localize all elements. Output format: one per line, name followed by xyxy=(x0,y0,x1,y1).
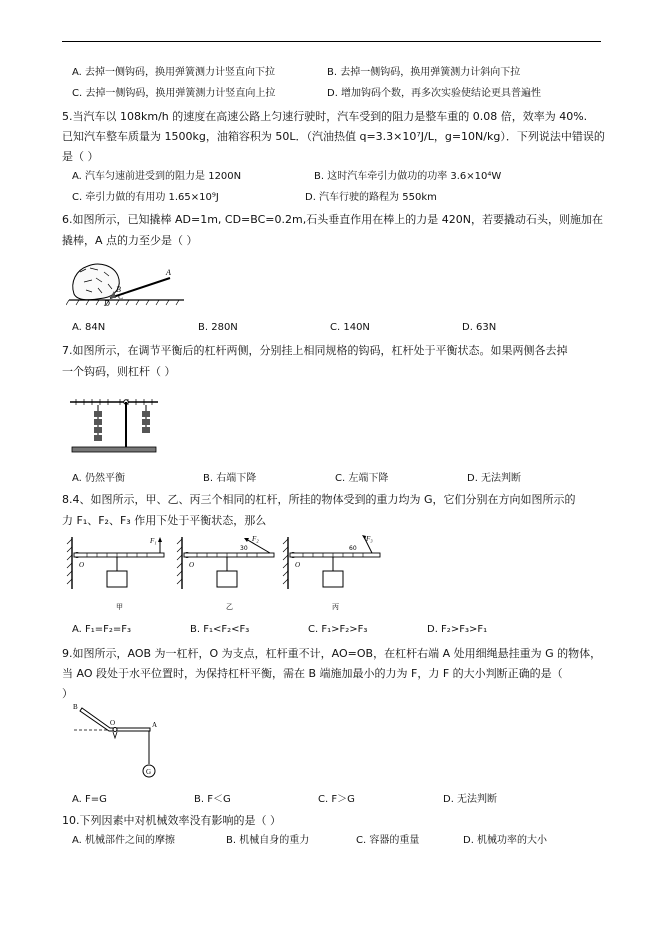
q5-stem-line2: 已知汽车整车质量为 1500kg，油箱容积为 50L．（汽油热值 q=3.3×10⁷J/L，g=10N/kg）．下列说法中错误的 xyxy=(62,130,605,143)
label-o-yi: O xyxy=(189,561,195,569)
q4-option-d: D. 增加钩码个数，再多次实验使结论更具普遍性 xyxy=(327,88,542,99)
label-o-bing: O xyxy=(295,561,301,569)
q6-option-b: B. 280N xyxy=(198,322,238,333)
q9-stem-line3: ） xyxy=(62,687,73,700)
label-g: G xyxy=(146,768,152,776)
crowbar-rock-figure xyxy=(66,258,186,306)
figure-label-c: C xyxy=(118,292,124,301)
q4-option-c: C. 去掉一侧钩码，换用弹簧测力计竖直向上拉 xyxy=(72,88,276,99)
label-angle-30: 30 xyxy=(240,545,248,552)
caption-yi: 乙 xyxy=(226,603,233,611)
label-o: O xyxy=(110,719,116,727)
q10-stem: 10.下列因素中对机械效率没有影响的是（ ） xyxy=(62,814,281,827)
three-levers-figure xyxy=(66,533,388,615)
q5-option-d: D. 汽车行驶的路程为 550km xyxy=(305,192,437,203)
q7-stem-line1: 7.如图所示，在调节平衡后的杠杆两侧，分别挂上相同规格的钩码，杠杆处于平衡状态。如果两侧各去掉 xyxy=(62,344,568,357)
aob-lever-figure xyxy=(70,700,170,782)
label-o-jia: O xyxy=(79,561,85,569)
q8-stem-line1: 8.4、如图所示，甲、乙、丙三个相同的杠杆，所挂的物体受到的重力均为 G，它们分别在方向如图所示的 xyxy=(62,493,576,506)
q7-stem-line2: 一个钩码，则杠杆（ ） xyxy=(62,365,176,378)
q10-option-c: C. 容器的重量 xyxy=(356,835,420,846)
q7-option-a: A. 仍然平衡 xyxy=(72,473,126,484)
q7-option-d: D. 无法判断 xyxy=(467,473,522,484)
q8-option-c: C. F₁>F₂>F₃ xyxy=(308,624,368,635)
q5-option-a: A. 汽车匀速前进受到的阻力是 1200N xyxy=(72,171,242,182)
q8-option-d: D. F₂>F₃>F₁ xyxy=(427,624,488,635)
q8-option-b: B. F₁<F₂<F₃ xyxy=(190,624,250,635)
caption-jia: 甲 xyxy=(116,603,123,611)
q6-option-c: C. 140N xyxy=(330,322,370,333)
q6-stem-line1: 6.如图所示，已知撬棒 AD=1m, CD=BC=0.2m,石头垂直作用在棒上的力是 420N，若要撬动石头，则施加在 xyxy=(62,213,603,226)
label-f1: F₁ xyxy=(150,537,157,545)
header-rule xyxy=(62,41,601,42)
q5-option-c: C. 牵引力做的有用功 1.65×10⁹J xyxy=(72,192,219,203)
q9-option-c: C. F＞G xyxy=(318,794,355,805)
q5-option-b: B. 这时汽车牵引力做功的功率 3.6×10⁴W xyxy=(314,171,502,182)
label-b: B xyxy=(73,703,78,711)
q7-option-c: C. 左端下降 xyxy=(335,473,389,484)
q6-option-a: A. 84N xyxy=(72,322,106,333)
figure-label-d: D xyxy=(104,299,110,306)
q9-option-d: D. 无法判断 xyxy=(443,794,498,805)
q10-option-b: B. 机械自身的重力 xyxy=(226,835,310,846)
q8-option-a: A. F₁=F₂=F₃ xyxy=(72,624,132,635)
q9-stem-line1: 9.如图所示，AOB 为一杠杆，O 为支点，杠杆重不计，AO=OB，在杠杆右端 A 处用细绳悬挂重为 G 的物体， xyxy=(62,647,602,660)
label-a: A xyxy=(152,721,158,729)
label-f2: F₂ xyxy=(252,535,259,543)
label-f3: F₃ xyxy=(366,535,373,543)
q9-option-b: B. F＜G xyxy=(194,794,231,805)
lever-jia xyxy=(67,537,164,611)
q5-stem-line1: 5.当汽车以 108km/h 的速度在高速公路上匀速行驶时，汽车受到的阻力是整车重的 0.08 倍，效率为 40%. xyxy=(62,110,588,123)
figure-label-a: A xyxy=(166,268,171,277)
q6-stem-line2: 撬棒，A 点的力至少是（ ） xyxy=(62,234,198,247)
q10-option-d: D. 机械功率的大小 xyxy=(463,835,548,846)
q10-option-a: A. 机械部件之间的摩擦 xyxy=(72,835,176,846)
q7-option-b: B. 右端下降 xyxy=(203,473,257,484)
q5-stem-line3: 是（ ） xyxy=(62,150,99,163)
q6-option-d: D. 63N xyxy=(462,322,497,333)
q4-option-b: B. 去掉一侧钩码，换用弹簧测力计斜向下拉 xyxy=(327,67,521,78)
balance-lever-figure xyxy=(68,391,160,457)
q9-option-a: A. F=G xyxy=(72,794,107,805)
q8-stem-line2: 力 F₁、F₂、F₃ 作用下处于平衡状态，那么 xyxy=(62,514,267,527)
q9-stem-line2: 当 AO 段处于水平位置时，为保持杠杆平衡，需在 B 端施加最小的力为 F，力 F 的大小判断正确的是（ xyxy=(62,667,563,680)
figure-label-b: B xyxy=(116,285,121,294)
label-angle-60: 60 xyxy=(349,545,357,552)
caption-bing: 丙 xyxy=(332,603,339,611)
lever-yi xyxy=(177,535,274,611)
lever-bing xyxy=(283,535,380,611)
q4-option-a: A. 去掉一侧钩码，换用弹簧测力计竖直向下拉 xyxy=(72,67,276,78)
